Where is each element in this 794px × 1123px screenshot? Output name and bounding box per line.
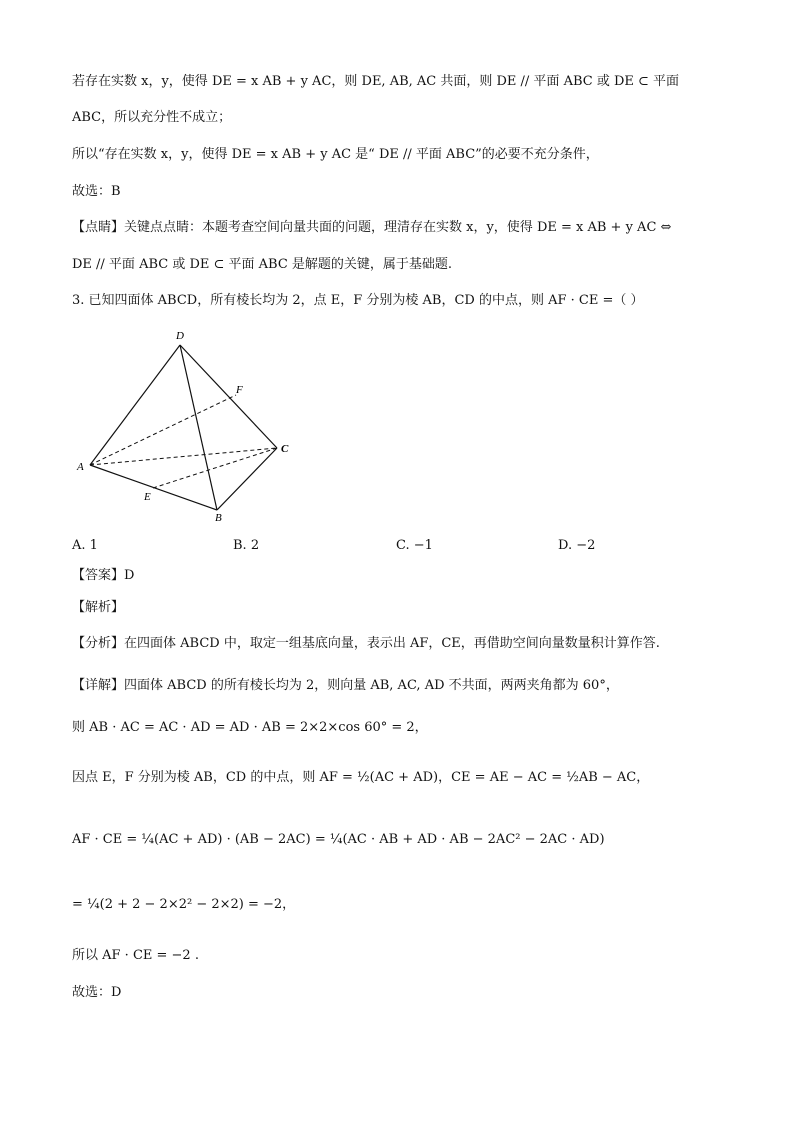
option-D: D. −2 <box>558 538 596 553</box>
answer-line: 【答案】D <box>72 568 135 583</box>
label-A: A <box>77 461 84 473</box>
analysis-line: 【分析】在四面体 ABCD 中，取定一组基底向量，表示出 AF，CE，再借助空间向量数量积计算作答. <box>72 636 660 651</box>
detail-line-1: 【详解】四面体 ABCD 的所有棱长均为 2，则向量 AB, AC, AD 不共面，两两夹角都为 60°， <box>72 678 619 693</box>
text-line-4: 故选：B <box>72 184 121 199</box>
text-line-1: 若存在实数 x，y，使得 DE = x AB + y AC，则 DE, AB, AC 共面，则 DE // 平面 ABC 或 DE ⊂ 平面 <box>72 74 680 89</box>
segment-AF-dashed <box>90 395 236 465</box>
detail-line-3: 因点 E，F 分别为棱 AB，CD 的中点，则 AF = ½(AC + AD)，CE = AE − AC = ½AB − AC， <box>72 770 650 785</box>
text-line-5: 【点睛】关键点点睛：本题考查空间向量共面的问题，理清存在实数 x，y，使得 DE = x AB + y AC ⇔ <box>72 220 672 235</box>
edge-DB <box>180 345 217 510</box>
edge-AC-dashed <box>90 448 277 465</box>
question-3: 3. 已知四面体 ABCD，所有棱长均为 2，点 E，F 分别为棱 AB，CD 的中点，则 AF · CE =（ ） <box>72 293 644 308</box>
label-E: E <box>144 491 151 503</box>
detail-line-6: 所以 AF · CE = −2 . <box>72 948 199 963</box>
detail-line-2: 则 AB · AC = AC · AD = AD · AB = 2×2×cos 60° = 2， <box>72 720 428 735</box>
detail-line-7: 故选：D <box>72 985 122 1000</box>
detail-line-4: AF · CE = ¼(AC + AD) · (AB − 2AC) = ¼(AC · AB + AD · AB − 2AC² − 2AC · AD) <box>72 832 605 847</box>
tetrahedron-figure <box>60 325 300 525</box>
detail-line-5: = ¼(2 + 2 − 2×2² − 2×2) = −2， <box>72 897 296 912</box>
option-B: B. 2 <box>233 538 260 553</box>
edge-DC <box>180 345 277 448</box>
label-B: B <box>215 512 222 524</box>
text-line-2: ABC，所以充分性不成立； <box>72 110 232 125</box>
text-line-3: 所以“存在实数 x，y，使得 DE = x AB + y AC 是“ DE // 平面 ABC”的必要不充分条件， <box>72 147 599 162</box>
option-A: A. 1 <box>72 538 98 553</box>
label-D: D <box>176 330 184 342</box>
option-C: C. −1 <box>396 538 433 553</box>
analysis-heading: 【解析】 <box>72 600 125 615</box>
text-line-6: DE // 平面 ABC 或 DE ⊂ 平面 ABC 是解题的关键，属于基础题. <box>72 257 453 272</box>
label-C: C <box>281 443 289 455</box>
label-F: F <box>236 384 243 396</box>
edge-DA <box>90 345 180 465</box>
